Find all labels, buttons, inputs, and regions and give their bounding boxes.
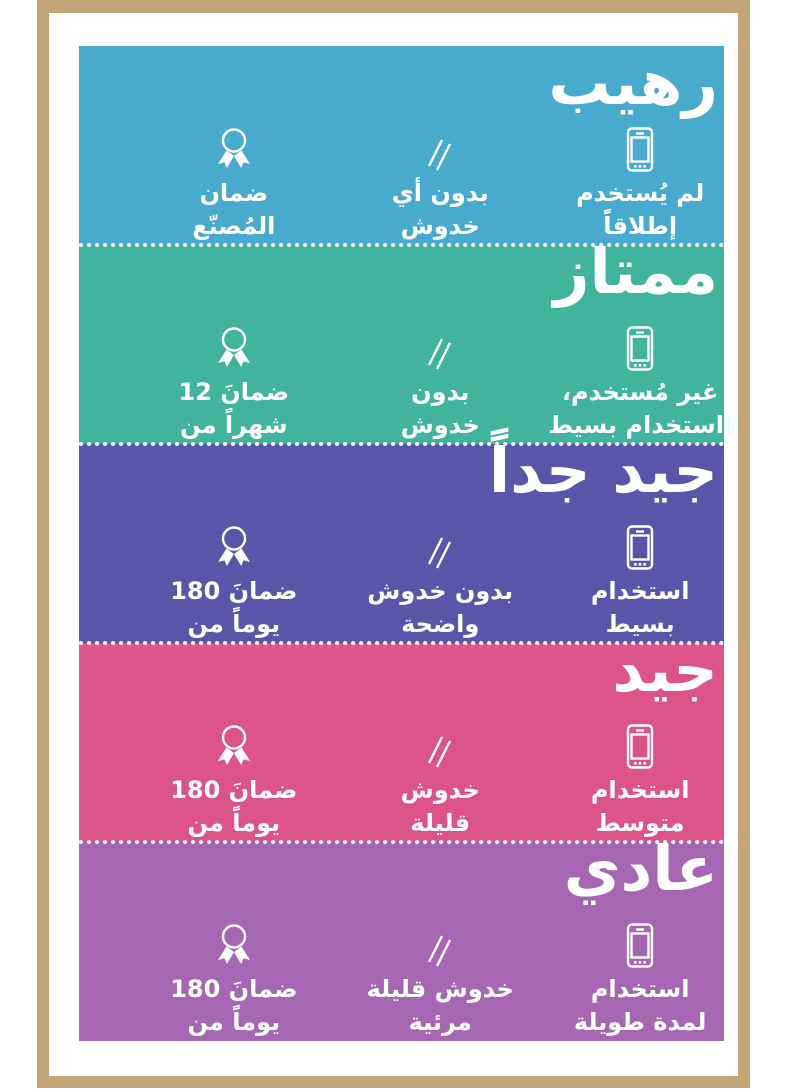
warranty-column [144,522,325,641]
phone-icon [556,323,724,371]
scratches-column [324,522,556,641]
usage-column [548,323,724,442]
grade-title: عادي [563,832,718,905]
usage-line-1: غير مُستخدم، [561,378,719,406]
warranty-line-2: يوماً من [187,610,281,638]
grade-details [79,920,724,1039]
warranty-line-1: ضمانَ 180 [170,776,298,804]
usage-line-1: لم يُستخدم [576,179,705,207]
usage-column [556,522,724,641]
warranty-line-1: ضمانَ 180 [170,975,298,1003]
usage-line-1: استخدام [590,776,690,804]
grade-title: ممتاز [553,235,718,308]
scratches-line-2: مرئية [408,1008,472,1036]
warranty-column [144,323,325,442]
band-raheeb [79,46,724,245]
scratches-icon [324,522,556,570]
usage-column [556,721,724,840]
warranty-line-1: ضمان [199,179,269,207]
grade-title: جيد جداً [488,434,718,507]
band-mumtaz [79,235,724,444]
usage-line-1: استخدام [590,975,690,1003]
warranty-line-2: يوماً من [187,1008,281,1036]
grade-details [79,522,724,641]
phone-icon [556,124,724,172]
scratches-line-2: قليلة [410,809,471,837]
usage-line-2: إطلاقاً [603,212,678,240]
warranty-line-1: ضمانَ 180 [170,577,298,605]
usage-column [556,920,724,1039]
gold-frame [37,0,750,1088]
warranty-line-2: شهراً من [180,411,288,439]
warranty-line-2: يوماً من [187,809,281,837]
scratches-line-2: خدوش [400,212,480,240]
usage-line-2: بسيط [605,610,675,638]
warranty-line-1: ضمانَ 12 [178,378,290,406]
usage-line-2: متوسط [595,809,685,837]
scratches-line-1: بدون أي [391,179,489,207]
scratches-column [324,920,556,1039]
phone-icon [556,721,724,769]
scratches-line-1: خدوش قليلة [366,975,514,1003]
scratches-column [324,721,556,840]
warranty-column [144,124,325,243]
warranty-column [144,920,325,1039]
usage-line-2: استخدام بسيط [548,411,724,439]
scratches-column [324,323,556,442]
scratches-line-2: خدوش [400,411,480,439]
band-aadi [79,832,724,1041]
scratches-icon [324,323,556,371]
usage-line-2: لمدة طويلة [573,1008,707,1036]
grade-details [79,124,724,243]
scratches-line-1: بدون خدوش [367,577,514,605]
scratches-icon [324,920,556,968]
grade-title: رهيب [548,46,718,119]
medal-icon [144,920,325,968]
phone-icon [556,522,724,570]
warranty-column [144,721,325,840]
band-jayyid-jiddan [79,434,724,643]
usage-line-1: استخدام [590,577,690,605]
medal-icon [144,323,325,371]
scratches-icon [324,721,556,769]
warranty-line-2: المُصنّع [192,212,276,240]
scratches-line-1: بدون [411,378,470,406]
grade-details [79,323,724,442]
phone-icon [556,920,724,968]
scratches-icon [324,124,556,172]
usage-column [556,124,724,243]
band-jayyid [79,633,724,842]
medal-icon [144,522,325,570]
scratches-line-1: خدوش [400,776,480,804]
grade-title: جيد [612,633,718,706]
grade-details [79,721,724,840]
scratches-line-2: واضحة [401,610,480,638]
medal-icon [144,721,325,769]
medal-icon [144,124,325,172]
grade-bands [79,46,724,1041]
scratches-column [324,124,556,243]
